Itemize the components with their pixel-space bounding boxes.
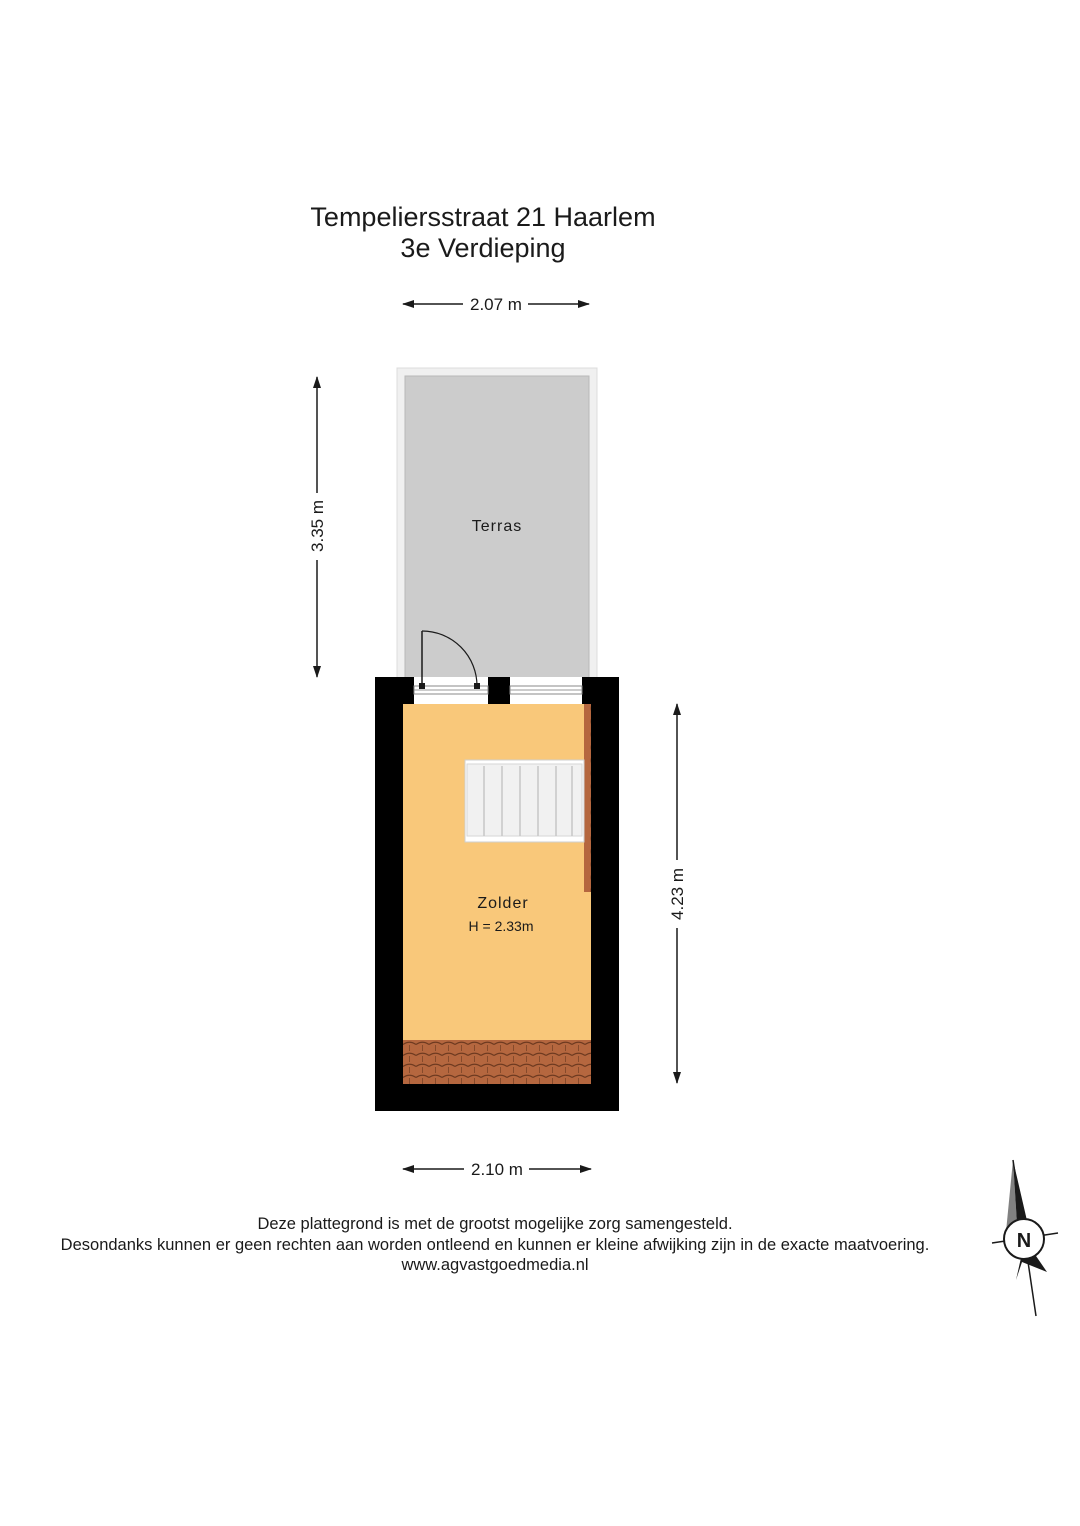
staircase: [465, 760, 584, 842]
dimension-terrace-width: [403, 295, 589, 314]
dimension-label: 3.35 m: [308, 500, 327, 552]
roof-slope-right: [584, 704, 591, 892]
dimension-attic-width: [403, 1160, 591, 1179]
compass-label: N: [1016, 1230, 1032, 1252]
room-height-attic: H = 2.33m: [468, 918, 534, 934]
room-label-terrace: Terras: [471, 518, 523, 535]
attic: [375, 631, 619, 1111]
room-label-attic: Zolder: [477, 895, 529, 912]
disclaimer-line-2: Desondanks kunnen er geen rechten aan worden ontleend en kunnen er kleine afwijking zijn in de exacte maatvoering.: [60, 1236, 930, 1254]
plan-title-floor: 3e Verdieping: [400, 233, 566, 263]
dimension-terrace-depth: [308, 377, 327, 677]
roof-slope-bottom: [403, 1040, 591, 1084]
dimension-label: 2.10 m: [471, 1160, 523, 1179]
website-link[interactable]: www.agvastgoedmedia.nl: [401, 1256, 589, 1274]
dimension-label: 4.23 m: [668, 868, 687, 920]
dimension-label: 2.07 m: [470, 295, 522, 314]
disclaimer-line-1: Deze plattegrond is met de grootst mogelijke zorg samengesteld.: [257, 1215, 733, 1233]
north-arrow-icon: [992, 1160, 1058, 1316]
plan-title-address: Tempeliersstraat 21 Haarlem: [310, 202, 656, 232]
dimension-attic-depth: [668, 704, 687, 1083]
